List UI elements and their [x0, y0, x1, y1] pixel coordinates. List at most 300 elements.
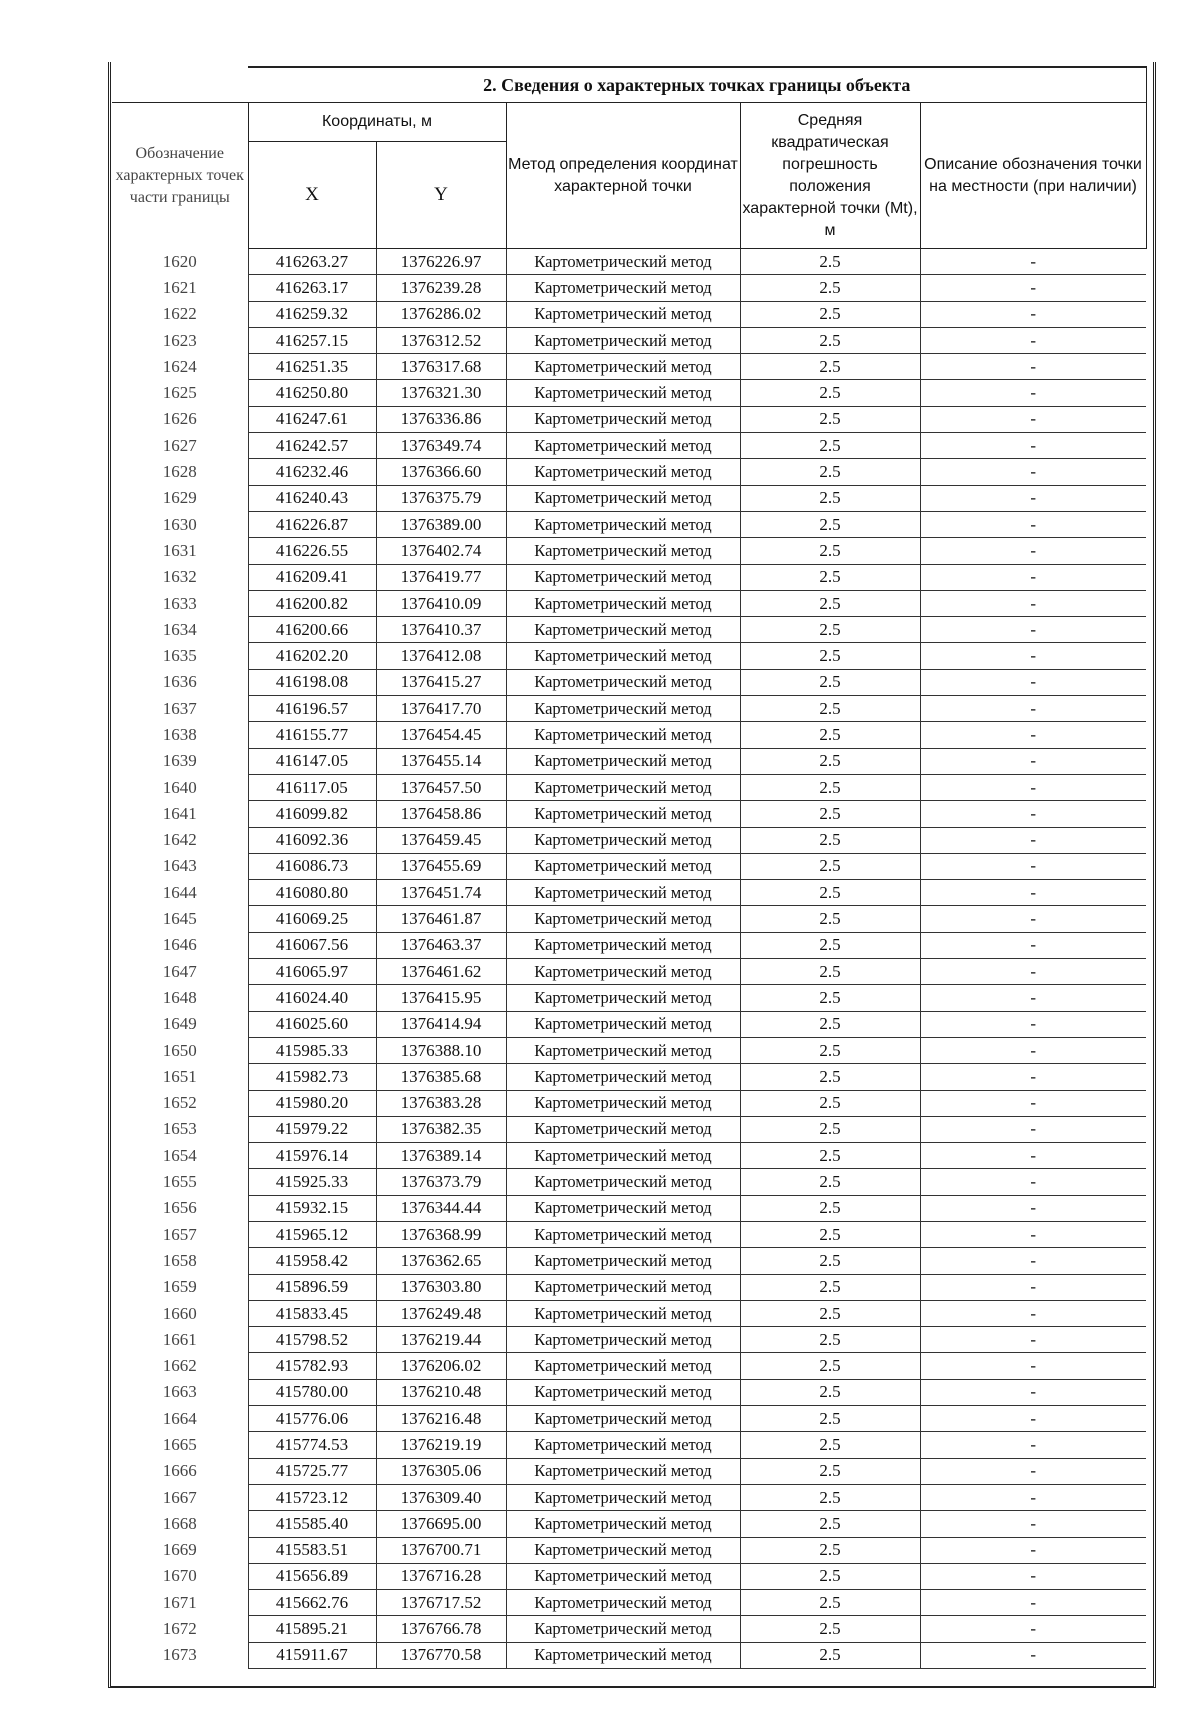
coord-x: 416226.55 [248, 538, 376, 564]
coord-x: 416117.05 [248, 774, 376, 800]
coord-y: 1376463.37 [376, 932, 506, 958]
coord-x: 415776.06 [248, 1406, 376, 1432]
point-number: 1623 [162, 330, 197, 350]
coord-y: 1376766.78 [376, 1616, 506, 1642]
description-cell: - [920, 1248, 1146, 1274]
description-cell: - [920, 485, 1146, 511]
table-row [112, 643, 1146, 669]
error-cell: 2.5 [740, 1563, 920, 1589]
table-row [112, 511, 1146, 537]
description-cell: - [920, 1511, 1146, 1537]
coord-x: 415932.15 [248, 1195, 376, 1221]
error-cell: 2.5 [740, 1379, 920, 1405]
table-row [112, 1432, 1146, 1458]
point-number: 1652 [162, 1093, 197, 1113]
table-row [112, 1248, 1146, 1274]
description-cell: - [920, 669, 1146, 695]
coord-x: 415656.89 [248, 1563, 376, 1589]
coord-x: 416263.27 [248, 249, 376, 275]
table-row [112, 853, 1146, 879]
description-cell: - [920, 459, 1146, 485]
coord-x: 416065.97 [248, 959, 376, 985]
coord-y: 1376454.45 [376, 722, 506, 748]
error-cell: 2.5 [740, 1484, 920, 1510]
error-cell: 2.5 [740, 327, 920, 353]
method-cell: Картометрический метод [506, 327, 740, 353]
error-cell: 2.5 [740, 853, 920, 879]
method-cell: Картометрический метод [506, 696, 740, 722]
table-row [112, 275, 1146, 301]
point-number: 1669 [162, 1540, 197, 1560]
description-cell: - [920, 249, 1146, 275]
coord-x: 415982.73 [248, 1064, 376, 1090]
method-cell: Картометрический метод [506, 1195, 740, 1221]
table-row [112, 1116, 1146, 1142]
point-number: 1630 [162, 514, 197, 534]
coord-y: 1376362.65 [376, 1248, 506, 1274]
method-cell: Картометрический метод [506, 880, 740, 906]
point-number: 1653 [162, 1119, 197, 1139]
coord-y: 1376368.99 [376, 1221, 506, 1247]
coord-x: 415662.76 [248, 1590, 376, 1616]
coord-x: 415833.45 [248, 1300, 376, 1326]
description-cell: - [920, 906, 1146, 932]
header-method: Метод определения координат характерной точки [506, 103, 740, 249]
coord-x: 415585.40 [248, 1511, 376, 1537]
method-cell: Картометрический метод [506, 538, 740, 564]
description-cell: - [920, 380, 1146, 406]
table-row [112, 1037, 1146, 1063]
method-cell: Картометрический метод [506, 1221, 740, 1247]
method-cell: Картометрический метод [506, 249, 740, 275]
point-number: 1659 [162, 1277, 197, 1297]
error-cell: 2.5 [740, 1221, 920, 1247]
table-row [112, 1511, 1146, 1537]
description-cell: - [920, 880, 1146, 906]
method-cell: Картометрический метод [506, 1616, 740, 1642]
point-number: 1660 [162, 1303, 197, 1323]
table-row [112, 774, 1146, 800]
description-cell: - [920, 932, 1146, 958]
method-cell: Картометрический метод [506, 1327, 740, 1353]
description-cell: - [920, 1064, 1146, 1090]
description-cell: - [920, 985, 1146, 1011]
error-cell: 2.5 [740, 538, 920, 564]
error-cell: 2.5 [740, 1590, 920, 1616]
point-number: 1671 [162, 1592, 197, 1612]
coord-y: 1376389.00 [376, 511, 506, 537]
coord-x: 415583.51 [248, 1537, 376, 1563]
method-cell: Картометрический метод [506, 801, 740, 827]
coord-x: 416263.17 [248, 275, 376, 301]
error-cell: 2.5 [740, 1353, 920, 1379]
point-number: 1640 [162, 777, 197, 797]
table-row [112, 327, 1146, 353]
table-row [112, 801, 1146, 827]
point-number: 1665 [162, 1435, 197, 1454]
coord-y: 1376770.58 [376, 1642, 506, 1668]
point-number: 1628 [162, 462, 197, 482]
method-cell: Картометрический метод [506, 1274, 740, 1300]
coord-y: 1376375.79 [376, 485, 506, 511]
coord-x: 416209.41 [248, 564, 376, 590]
boundary-points-table [112, 66, 1147, 1669]
method-cell: Картометрический метод [506, 406, 740, 432]
error-cell: 2.5 [740, 1537, 920, 1563]
coord-y: 1376249.48 [376, 1300, 506, 1326]
table-row [112, 1458, 1146, 1484]
method-cell: Картометрический метод [506, 1563, 740, 1589]
point-number: 1651 [162, 1066, 197, 1086]
error-cell: 2.5 [740, 880, 920, 906]
method-cell: Картометрический метод [506, 774, 740, 800]
error-cell: 2.5 [740, 932, 920, 958]
coord-x: 416259.32 [248, 301, 376, 327]
description-cell: - [920, 1642, 1146, 1668]
description-cell: - [920, 722, 1146, 748]
table-row [112, 1143, 1146, 1169]
description-cell: - [920, 327, 1146, 353]
table-row [112, 696, 1146, 722]
table-row [112, 380, 1146, 406]
coord-x: 415723.12 [248, 1484, 376, 1510]
description-cell: - [920, 643, 1146, 669]
coord-x: 415980.20 [248, 1090, 376, 1116]
coord-y: 1376451.74 [376, 880, 506, 906]
error-cell: 2.5 [740, 1090, 920, 1116]
coord-y: 1376461.62 [376, 959, 506, 985]
description-cell: - [920, 1590, 1146, 1616]
coord-y: 1376226.97 [376, 249, 506, 275]
coord-x: 415782.93 [248, 1353, 376, 1379]
table-row [112, 880, 1146, 906]
description-cell: - [920, 1537, 1146, 1563]
error-cell: 2.5 [740, 1458, 920, 1484]
point-number: 1620 [162, 251, 197, 271]
method-cell: Картометрический метод [506, 1300, 740, 1326]
coord-y: 1376216.48 [376, 1406, 506, 1432]
description-cell: - [920, 1116, 1146, 1142]
method-cell: Картометрический метод [506, 564, 740, 590]
table-row [112, 1563, 1146, 1589]
coord-y: 1376373.79 [376, 1169, 506, 1195]
error-cell: 2.5 [740, 1327, 920, 1353]
table-row [112, 590, 1146, 616]
point-number: 1670 [162, 1566, 197, 1586]
point-number: 1638 [162, 724, 197, 744]
method-cell: Картометрический метод [506, 1037, 740, 1063]
description-cell: - [920, 1563, 1146, 1589]
method-cell: Картометрический метод [506, 669, 740, 695]
coord-y: 1376410.37 [376, 617, 506, 643]
error-cell: 2.5 [740, 643, 920, 669]
error-cell: 2.5 [740, 1037, 920, 1063]
method-cell: Картометрический метод [506, 1143, 740, 1169]
description-cell: - [920, 301, 1146, 327]
point-number: 1639 [162, 751, 197, 771]
point-number: 1643 [162, 856, 197, 876]
table-row [112, 1353, 1146, 1379]
error-cell: 2.5 [740, 774, 920, 800]
description-cell: - [920, 959, 1146, 985]
table-row [112, 1300, 1146, 1326]
method-cell: Картометрический метод [506, 485, 740, 511]
error-cell: 2.5 [740, 1511, 920, 1537]
table-row [112, 748, 1146, 774]
description-cell: - [920, 1169, 1146, 1195]
coord-x: 416200.82 [248, 590, 376, 616]
error-cell: 2.5 [740, 249, 920, 275]
method-cell: Картометрический метод [506, 511, 740, 537]
coord-y: 1376286.02 [376, 301, 506, 327]
coord-y: 1376321.30 [376, 380, 506, 406]
table-row [112, 538, 1146, 564]
description-cell: - [920, 1327, 1146, 1353]
method-cell: Картометрический метод [506, 1090, 740, 1116]
coord-x: 416202.20 [248, 643, 376, 669]
method-cell: Картометрический метод [506, 380, 740, 406]
method-cell: Картометрический метод [506, 459, 740, 485]
error-cell: 2.5 [740, 406, 920, 432]
table-row [112, 1484, 1146, 1510]
error-cell: 2.5 [740, 433, 920, 459]
description-cell: - [920, 275, 1146, 301]
description-cell: - [920, 827, 1146, 853]
error-cell: 2.5 [740, 722, 920, 748]
point-number: 1672 [162, 1619, 197, 1639]
table-row [112, 827, 1146, 853]
coord-y: 1376457.50 [376, 774, 506, 800]
coord-x: 416232.46 [248, 459, 376, 485]
coord-y: 1376417.70 [376, 696, 506, 722]
table-row [112, 1195, 1146, 1221]
coord-y: 1376419.77 [376, 564, 506, 590]
error-cell: 2.5 [740, 511, 920, 537]
error-cell: 2.5 [740, 1248, 920, 1274]
coord-y: 1376455.14 [376, 748, 506, 774]
coord-y: 1376415.95 [376, 985, 506, 1011]
coord-x: 416086.73 [248, 853, 376, 879]
table-row [112, 669, 1146, 695]
coord-y: 1376385.68 [376, 1064, 506, 1090]
coord-y: 1376388.10 [376, 1037, 506, 1063]
method-cell: Картометрический метод [506, 301, 740, 327]
coord-y: 1376700.71 [376, 1537, 506, 1563]
table-row [112, 906, 1146, 932]
description-cell: - [920, 696, 1146, 722]
error-cell: 2.5 [740, 617, 920, 643]
coord-x: 416196.57 [248, 696, 376, 722]
coord-x: 416147.05 [248, 748, 376, 774]
coord-x: 416025.60 [248, 1011, 376, 1037]
point-number: 1664 [162, 1408, 197, 1428]
method-cell: Картометрический метод [506, 1432, 740, 1458]
coord-x: 416024.40 [248, 985, 376, 1011]
error-cell: 2.5 [740, 1274, 920, 1300]
coord-y: 1376402.74 [376, 538, 506, 564]
coord-y: 1376309.40 [376, 1484, 506, 1510]
point-number: 1646 [162, 935, 197, 955]
section-title: 2. Сведения о характерных точках границы объекта [248, 67, 1146, 103]
method-cell: Картометрический метод [506, 354, 740, 380]
method-cell: Картометрический метод [506, 1590, 740, 1616]
point-number: 1667 [162, 1487, 197, 1507]
coord-y: 1376317.68 [376, 354, 506, 380]
point-number: 1650 [162, 1040, 197, 1060]
method-cell: Картометрический метод [506, 1379, 740, 1405]
description-cell: - [920, 1011, 1146, 1037]
method-cell: Картометрический метод [506, 722, 740, 748]
point-number: 1636 [162, 672, 197, 692]
table-row [112, 564, 1146, 590]
point-number: 1624 [162, 356, 197, 376]
coord-x: 415911.67 [248, 1642, 376, 1668]
coord-x: 416247.61 [248, 406, 376, 432]
description-cell: - [920, 1458, 1146, 1484]
coord-x: 416099.82 [248, 801, 376, 827]
description-cell: - [920, 354, 1146, 380]
coord-y: 1376382.35 [376, 1116, 506, 1142]
coord-y: 1376412.08 [376, 643, 506, 669]
coord-x: 415895.21 [248, 1616, 376, 1642]
method-cell: Картометрический метод [506, 932, 740, 958]
table-row [112, 1274, 1146, 1300]
coord-y: 1376344.44 [376, 1195, 506, 1221]
coord-y: 1376717.52 [376, 1590, 506, 1616]
coord-y: 1376219.19 [376, 1432, 506, 1458]
method-cell: Картометрический метод [506, 433, 740, 459]
coord-y: 1376414.94 [376, 1011, 506, 1037]
description-cell: - [920, 1037, 1146, 1063]
table-row [112, 1406, 1146, 1432]
point-number: 1634 [162, 619, 197, 639]
table-row [112, 1327, 1146, 1353]
table-row [112, 1616, 1146, 1642]
coord-x: 416198.08 [248, 669, 376, 695]
header-y: Y [376, 142, 506, 249]
table-row [112, 932, 1146, 958]
method-cell: Картометрический метод [506, 853, 740, 879]
point-number: 1654 [162, 1145, 197, 1165]
error-cell: 2.5 [740, 1011, 920, 1037]
error-cell: 2.5 [740, 301, 920, 327]
coord-x: 415798.52 [248, 1327, 376, 1353]
method-cell: Картометрический метод [506, 275, 740, 301]
description-cell: - [920, 538, 1146, 564]
point-number: 1661 [162, 1329, 197, 1349]
error-cell: 2.5 [740, 1116, 920, 1142]
coord-y: 1376349.74 [376, 433, 506, 459]
point-number: 1657 [162, 1224, 197, 1244]
point-number: 1629 [162, 488, 197, 508]
point-number: 1644 [162, 882, 197, 902]
table-row [112, 1642, 1146, 1668]
description-cell: - [920, 1090, 1146, 1116]
point-number: 1658 [162, 1250, 197, 1270]
method-cell: Картометрический метод [506, 590, 740, 616]
coord-x: 416250.80 [248, 380, 376, 406]
point-number: 1642 [162, 830, 197, 850]
coord-x: 416251.35 [248, 354, 376, 380]
description-cell: - [920, 617, 1146, 643]
point-number: 1637 [162, 698, 197, 718]
point-number: 1666 [162, 1461, 197, 1481]
description-cell: - [920, 564, 1146, 590]
description-cell: - [920, 1379, 1146, 1405]
point-number: 1633 [162, 593, 197, 613]
method-cell: Картометрический метод [506, 1642, 740, 1668]
coord-x: 415725.77 [248, 1458, 376, 1484]
coord-y: 1376459.45 [376, 827, 506, 853]
error-cell: 2.5 [740, 590, 920, 616]
table-body [112, 249, 1146, 1669]
description-cell: - [920, 774, 1146, 800]
error-cell: 2.5 [740, 1300, 920, 1326]
coord-y: 1376415.27 [376, 669, 506, 695]
method-cell: Картометрический метод [506, 906, 740, 932]
point-number: 1645 [162, 909, 197, 929]
point-number: 1663 [162, 1382, 197, 1402]
description-cell: - [920, 1432, 1146, 1458]
description-cell: - [920, 590, 1146, 616]
point-number: 1621 [162, 277, 197, 297]
coord-y: 1376455.69 [376, 853, 506, 879]
table-row [112, 433, 1146, 459]
method-cell: Картометрический метод [506, 1511, 740, 1537]
error-cell: 2.5 [740, 1616, 920, 1642]
error-cell: 2.5 [740, 1195, 920, 1221]
point-number: 1647 [162, 961, 197, 981]
point-number: 1625 [162, 383, 197, 403]
coord-x: 415896.59 [248, 1274, 376, 1300]
table-row [112, 959, 1146, 985]
error-cell: 2.5 [740, 1064, 920, 1090]
coord-x: 416080.80 [248, 880, 376, 906]
error-cell: 2.5 [740, 1169, 920, 1195]
coord-y: 1376383.28 [376, 1090, 506, 1116]
method-cell: Картометрический метод [506, 1064, 740, 1090]
description-cell: - [920, 1274, 1146, 1300]
point-number: 1627 [162, 435, 197, 455]
coord-y: 1376366.60 [376, 459, 506, 485]
table-row [112, 406, 1146, 432]
coord-y: 1376695.00 [376, 1511, 506, 1537]
point-number: 1626 [162, 409, 197, 429]
error-cell: 2.5 [740, 906, 920, 932]
point-number: 1649 [162, 1014, 197, 1034]
description-cell: - [920, 853, 1146, 879]
point-number: 1673 [162, 1645, 197, 1665]
coord-y: 1376389.14 [376, 1143, 506, 1169]
error-cell: 2.5 [740, 564, 920, 590]
point-number: 1668 [162, 1513, 197, 1533]
coord-x: 415958.42 [248, 1248, 376, 1274]
table-row [112, 249, 1146, 275]
coord-y: 1376410.09 [376, 590, 506, 616]
header-point-designation: Обозначение характерных точек части границы [112, 103, 248, 249]
description-cell: - [920, 1195, 1146, 1221]
method-cell: Картометрический метод [506, 617, 740, 643]
point-number: 1648 [162, 987, 197, 1007]
description-cell: - [920, 748, 1146, 774]
header-description: Описание обозначения точки на местности (при наличии) [920, 103, 1146, 249]
point-number: 1632 [162, 567, 197, 587]
point-number: 1656 [162, 1198, 197, 1218]
coord-x: 415774.53 [248, 1432, 376, 1458]
description-cell: - [920, 433, 1146, 459]
table-row [112, 459, 1146, 485]
point-number: 1662 [162, 1356, 197, 1376]
